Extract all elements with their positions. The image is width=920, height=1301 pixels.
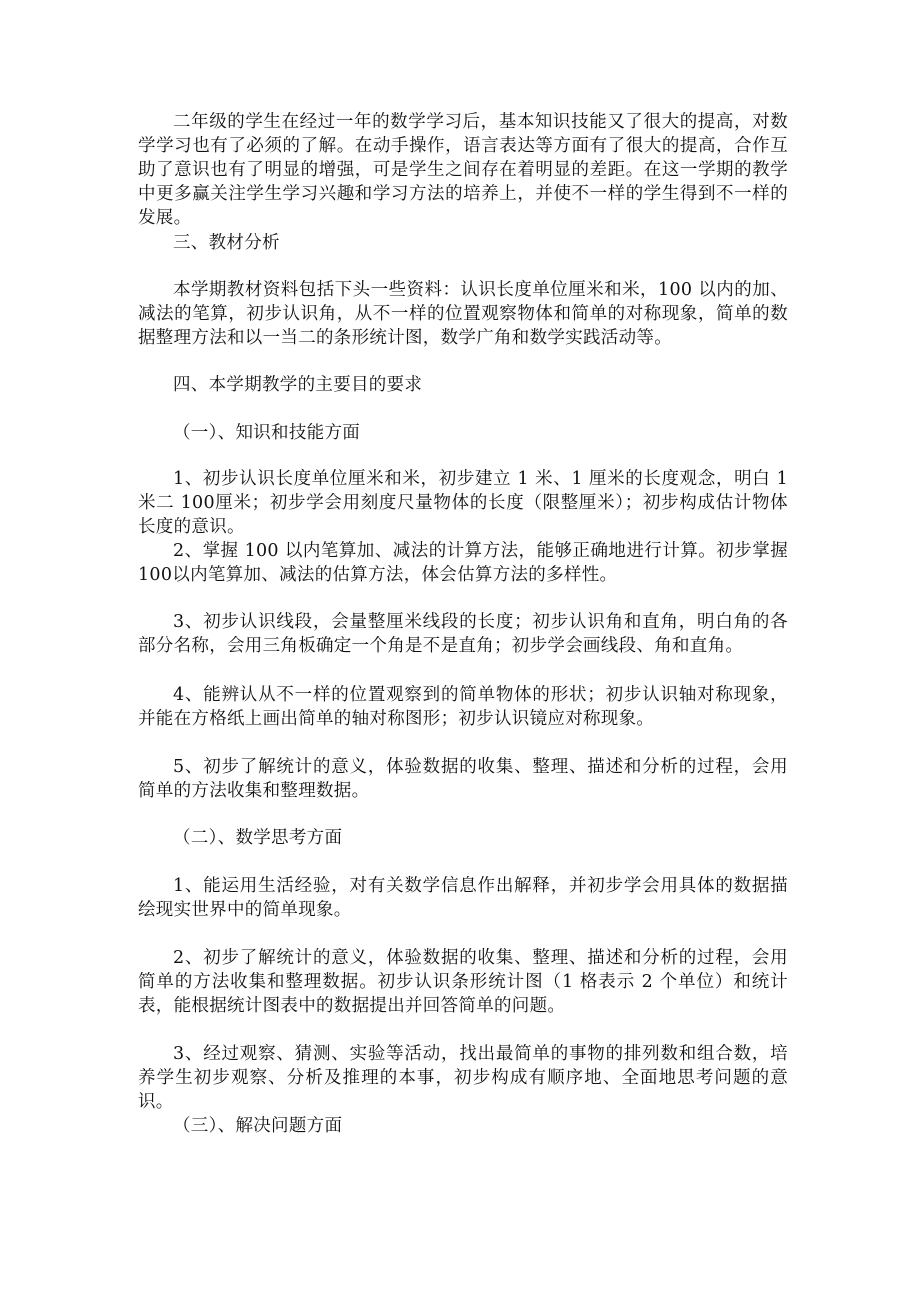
paragraph-materials: 本学期教材资料包括下头一些资料：认识长度单位厘米和米，100 以内的加、减法的笔算，初步认识角，从不一样的位置观察物体和简单的对称现象，简单的数据整理方法和以一当二的条形统计图，数学广角和数学实践活动等。 <box>138 280 788 348</box>
list-item-knowledge-4: 4、能辨认从不一样的位置观察到的简单物体的形状；初步认识轴对称现象，并能在方格纸上画出简单的轴对称图形；初步认识镜应对称现象。 <box>138 685 788 729</box>
list-item-knowledge-5: 5、初步了解统计的意义，体验数据的收集、整理、描述和分析的过程，会用简单的方法收集和整理数据。 <box>138 757 788 801</box>
list-item-thinking-2: 2、初步了解统计的意义，体验数据的收集、整理、描述和分析的过程，会用简单的方法收集和整理数据。初步认识条形统计图（1 格表示 2 个单位）和统计表，能根据统计图表中的数据提出并回答简单的问题。 <box>138 948 788 1016</box>
subheading-knowledge-skills: （一）、知识和技能方面 <box>173 423 361 443</box>
heading-main-objectives: 四、本学期教学的主要目的要求 <box>173 375 423 395</box>
heading-teaching-material-analysis: 三、教材分析 <box>173 233 280 253</box>
list-item-thinking-1: 1、能运用生活经验，对有关数学信息作出解释，并初步学会用具体的数据描绘现实世界中的简单现象。 <box>138 876 788 920</box>
subheading-problem-solving: （三）、解决问题方面 <box>173 1116 343 1136</box>
list-item-thinking-3: 3、经过观察、猜测、实验等活动，找出最简单的事物的排列数和组合数，培养学生初步观察、分析及推理的本事，初步构成有顺序地、全面地思考问题的意识。 <box>138 1044 788 1112</box>
list-item-knowledge-3: 3、初步认识线段，会量整厘米线段的长度；初步认识角和直角，明白角的各部分名称，会用三角板确定一个角是不是直角；初步学会画线段、角和直角。 <box>138 612 788 656</box>
subheading-math-thinking: （二）、数学思考方面 <box>173 828 343 848</box>
paragraph-intro: 二年级的学生在经过一年的数学学习后，基本知识技能又了很大的提高，对数学学习也有了必须的了解。在动手操作，语言表达等方面有了很大的提高，合作互助了意识也有了明显的增强，可是学生之间存在着明显的差距。在这一学期的教学中更多赢关注学生学习兴趣和学习方法的培养上，并使不一样的学生得到不一样的发展。 <box>138 112 788 228</box>
list-item-knowledge-1: 1、初步认识长度单位厘米和米，初步建立 1 米、1 厘米的长度观念，明白 1 米二 100厘米；初步学会用刻度尺量物体的长度（限整厘米）；初步构成估计物体长度的意识。 <box>138 469 788 537</box>
list-item-knowledge-2: 2、掌握 100 以内笔算加、减法的计算方法，能够正确地进行计算。初步掌握 100以内笔算加、减法的估算方法，体会估算方法的多样性。 <box>138 541 788 585</box>
